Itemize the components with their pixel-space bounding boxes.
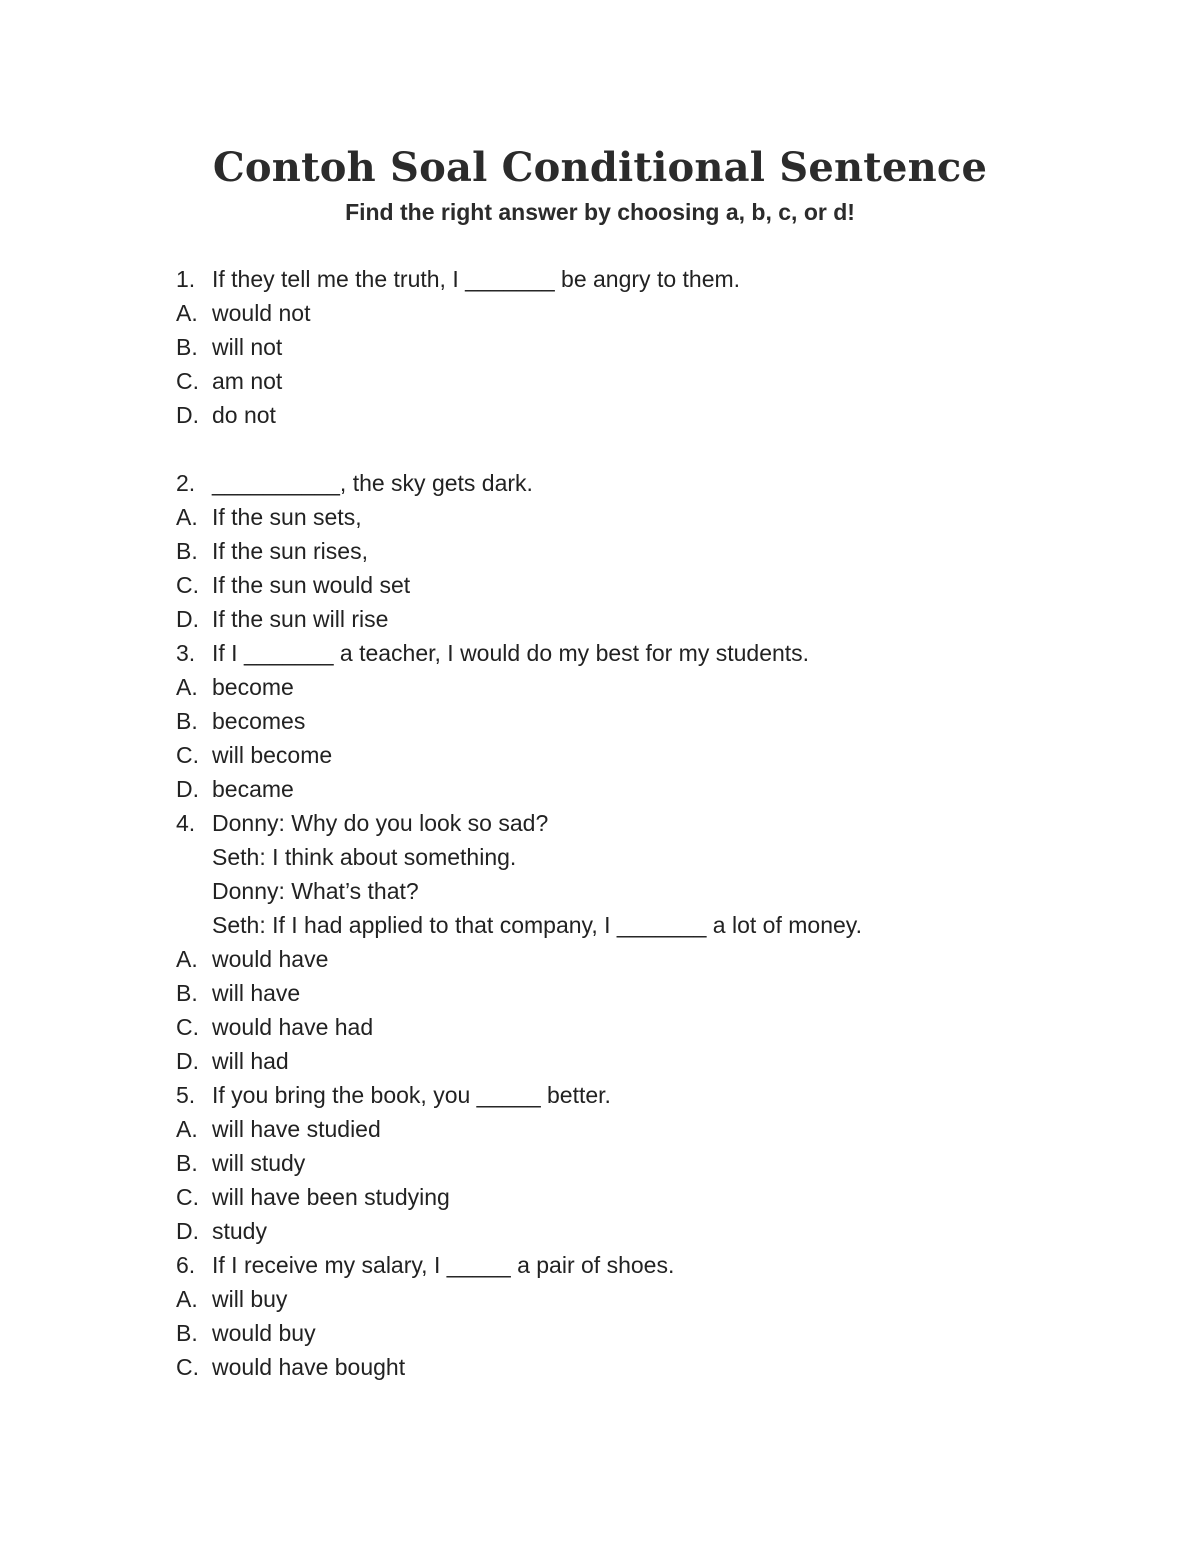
option-text: would buy [212,1320,316,1346]
option-letter: B. [176,538,198,564]
option-item [176,534,1076,568]
question-4 [176,806,1076,840]
option-item [176,942,1076,976]
option-text: would have [212,946,329,972]
blank-line [176,432,1076,466]
option-text: would not [212,300,311,326]
option-text: became [212,776,294,802]
option-item [176,976,1076,1010]
option-letter: A. [176,1116,198,1142]
option-item [176,1180,1076,1214]
option-text: am not [212,368,283,394]
option-text: will have studied [212,1116,381,1142]
question-text: If I receive my salary, I _____ a pair of shoes. [212,1252,675,1278]
option-item [176,1010,1076,1044]
option-letter: A. [176,504,198,530]
option-text: will not [212,334,283,360]
option-letter: B. [176,980,198,1006]
question-number: 5. [176,1082,196,1108]
question-text: If they tell me the truth, I _______ be angry to them. [212,266,741,292]
option-letter: C. [176,1184,199,1210]
option-letter: C. [176,1354,199,1380]
option-text: If the sun rises, [212,538,368,564]
question-1 [176,262,1076,296]
page-title: Contoh Soal Conditional Sentence [212,144,988,191]
question-text: If I _______ a teacher, I would do my best for my students. [212,640,810,666]
option-letter: D. [176,1048,199,1074]
option-text: will buy [212,1286,288,1312]
option-letter: B. [176,1150,198,1176]
option-letter: B. [176,1320,198,1346]
option-item [176,602,1076,636]
option-item [176,1350,1076,1384]
option-item [176,704,1076,738]
question-continuation [176,840,1076,874]
option-text: study [212,1218,267,1244]
question-text: __________, the sky gets dark. [212,470,533,496]
option-text: would have bought [212,1354,406,1380]
option-item [176,330,1076,364]
option-item [176,364,1076,398]
option-item [176,1146,1076,1180]
question-3 [176,636,1076,670]
instruction-text: Find the right answer by choosing a, b, c, or d! [345,199,855,225]
option-letter: D. [176,402,199,428]
option-text: will had [212,1048,289,1074]
option-letter: D. [176,1218,199,1244]
option-text: would have had [212,1014,374,1040]
question-number: 3. [176,640,196,666]
option-text: If the sun would set [212,572,411,598]
option-letter: C. [176,572,199,598]
option-item [176,398,1076,432]
option-letter: C. [176,368,199,394]
option-letter: A. [176,300,198,326]
option-item [176,1112,1076,1146]
option-letter: B. [176,334,198,360]
option-letter: B. [176,708,198,734]
option-text: If the sun will rise [212,606,389,632]
option-text: will have been studying [212,1184,450,1210]
option-item [176,568,1076,602]
question-text: Donny: Why do you look so sad? [212,810,549,836]
question-text: Seth: I think about something. [212,844,517,870]
option-text: becomes [212,708,306,734]
question-number: 2. [176,470,196,496]
option-letter: A. [176,1286,198,1312]
question-number: 4. [176,810,196,836]
question-number: 1. [176,266,196,292]
question-continuation [176,874,1076,908]
option-letter: D. [176,606,199,632]
option-letter: C. [176,1014,199,1040]
option-item [176,1044,1076,1078]
option-item [176,500,1076,534]
option-text: will have [212,980,301,1006]
option-text: If the sun sets, [212,504,362,530]
option-text: become [212,674,294,700]
question-5 [176,1078,1076,1112]
question-continuation [176,908,1076,942]
option-item [176,1214,1076,1248]
option-letter: D. [176,776,199,802]
question-text: If you bring the book, you _____ better. [212,1082,611,1108]
option-item [176,1282,1076,1316]
question-text: Donny: What’s that? [212,878,419,904]
question-number: 6. [176,1252,196,1278]
option-item [176,1316,1076,1350]
option-text: will become [212,742,333,768]
question-6 [176,1248,1076,1282]
option-text: will study [212,1150,306,1176]
option-letter: A. [176,674,198,700]
option-item [176,738,1076,772]
question-2 [176,466,1076,500]
option-item [176,296,1076,330]
option-letter: A. [176,946,198,972]
question-list [176,262,1076,1384]
question-text: Seth: If I had applied to that company, I _______ a lot of money. [212,912,862,938]
option-item [176,670,1076,704]
option-item [176,772,1076,806]
option-text: do not [212,402,276,428]
option-letter: C. [176,742,199,768]
